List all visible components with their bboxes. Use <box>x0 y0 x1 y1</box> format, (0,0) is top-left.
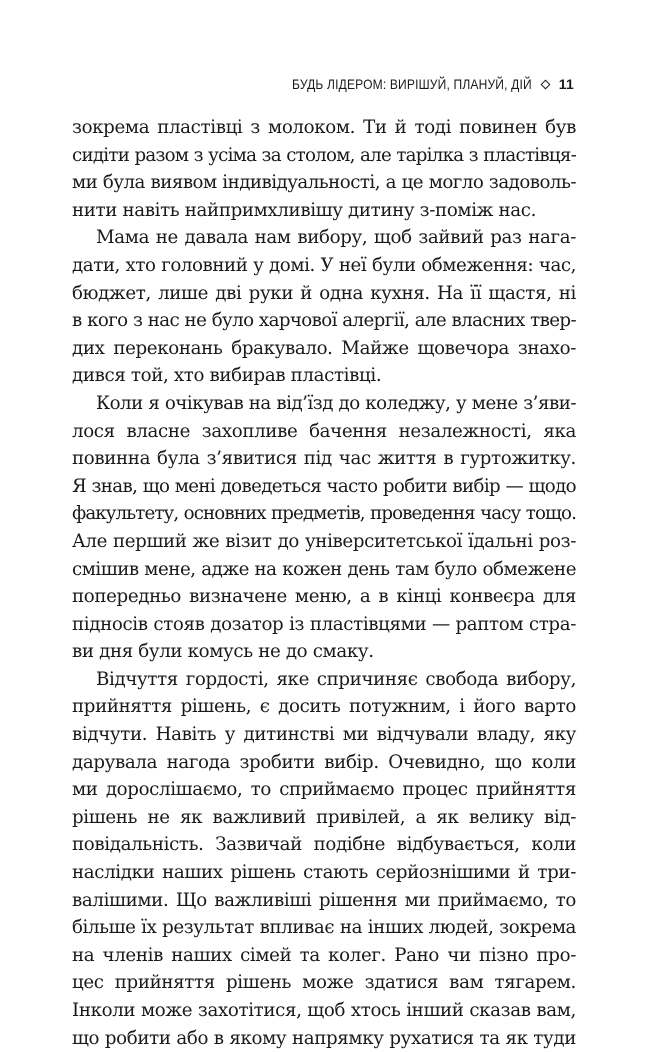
text-line: наслідки наших рішень стають серйознішими й три- <box>72 862 576 884</box>
text-line: в кого з нас не було харчової алергії, але власних твер- <box>72 310 576 332</box>
text-line: Але перший же візит до університетської їдальні роз- <box>72 530 576 552</box>
text-line: валішими. Що важливіші рішення ми приймаємо, то <box>72 889 576 911</box>
text-line: дився той, хто вибирав пластівці. <box>72 365 382 387</box>
text-line: лося власне захопливе бачення незалежності, яка <box>72 420 576 442</box>
text-line: Інколи може захотітися, щоб хтось інший сказав вам, <box>72 1000 576 1021</box>
text-line: цес прийняття рішень може здатися вам тягарем. <box>72 972 576 994</box>
running-header-title: БУДЬ ЛІДЕРОМ: ВИРІШУЙ, ПЛАНУЙ, ДІЙ <box>292 76 532 92</box>
text-line: нити навіть найпримхливішу дитину з-поміж нас. <box>72 199 537 221</box>
text-line: бюджет, лише дві руки й одна кухня. На її щастя, ні <box>72 282 576 304</box>
text-line: смішив мене, адже на кожен день там було обмежене <box>72 558 576 580</box>
text-line: дати, хто головний у домі. У неї були обмеження: час, <box>72 254 576 276</box>
text-line: попередньо визначене меню, а в кінці конвеєра для <box>72 586 576 608</box>
text-line: Я знав, що мені доведеться часто робити вибір — щодо <box>72 475 576 497</box>
text-line: Відчуття гордості, яке спричиняє свобода вибору, <box>96 668 576 690</box>
text-line: ми була виявом індивідуальності, а це могло задоволь- <box>72 172 576 194</box>
text-line: повідальність. Зазвичай подібне відбувається, коли <box>72 834 576 856</box>
text-line: ви дня були комусь не до смаку. <box>72 641 374 663</box>
text-line: відчути. Навіть у дитинстві ми відчували владу, яку <box>72 724 576 746</box>
text-line: дих переконань бракувало. Майже щовечора знахо- <box>72 337 576 359</box>
text-line: зокрема пластівці з молоком. Ти й тоді повинен був <box>72 117 576 138</box>
text-line: Коли я очікував на від’їзд до коледжу, у мене з’яви- <box>96 392 576 414</box>
text-line: дарувала нагода зробити вибір. Очевидно, що коли <box>72 751 576 773</box>
text-line: прийняття рішень, є досить потужним, і його варто <box>72 696 576 718</box>
page-number: 11 <box>558 76 574 92</box>
text-line: більше їх результат впливає на інших людей, зокрема <box>72 917 576 939</box>
body-text <box>72 114 576 1052</box>
text-line: ми дорослішаємо, то сприймаємо процес прийняття <box>72 779 576 801</box>
text-line: сидіти разом з усіма за столом, але тарілка з пластівця- <box>72 144 576 166</box>
text-line: що робити або в якому напрямку рухатися та як туди <box>72 1027 576 1049</box>
text-line: рішень не як важливий привілей, а як велику від- <box>72 806 576 828</box>
running-header <box>253 76 574 92</box>
text-line: факультету, основних предметів, проведення часу тощо. <box>72 503 576 525</box>
text-line: Мама не давала нам вибору, щоб зайвий раз нага- <box>96 227 576 249</box>
text-line: повинна була з’явитися під час життя в гуртожитку. <box>72 448 576 470</box>
text-line: на членів наших сімей та колег. Рано чи пізно про- <box>72 944 576 966</box>
text-line: підносів стояв дозатор із пластівцями — раптом стра- <box>72 613 576 635</box>
diamond-separator-icon <box>540 79 550 89</box>
